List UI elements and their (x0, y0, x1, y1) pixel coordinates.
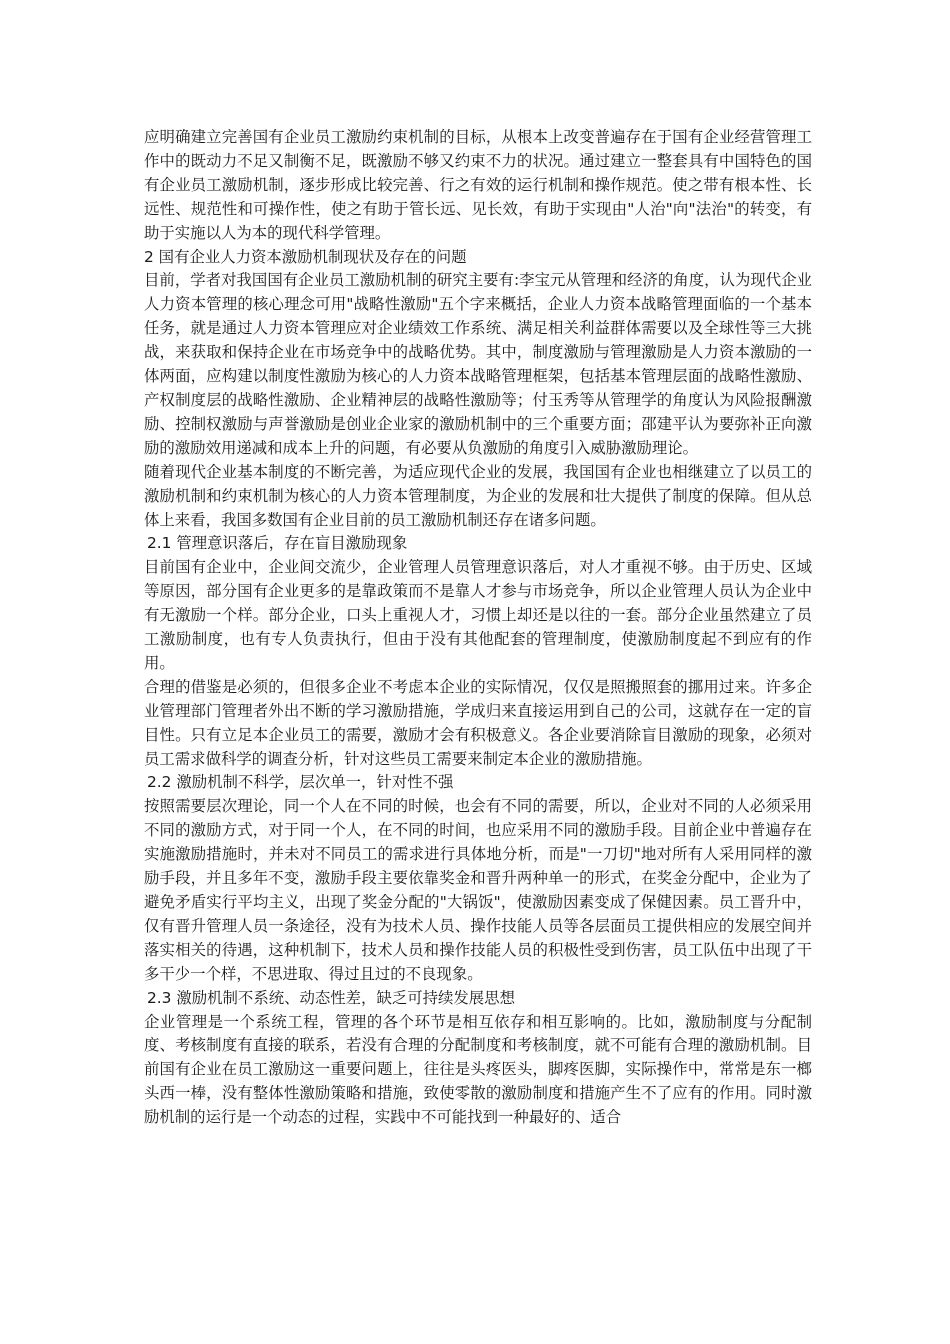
body-paragraph: 随着现代企业基本制度的不断完善，为适应现代企业的发展，我国国有企业也相继建立了以员工的激励机制和约束机制为核心的人力资本管理制度，为企业的发展和壮大提供了制度的保障。但从总体上来看，我国多数国有企业目前的员工激励机制还存在诸多问题。 (144, 462, 812, 529)
body-paragraph: 企业管理是一个系统工程，管理的各个环节是相互依存和相互影响的。比如，激励制度与分配制度、考核制度有直接的联系，若没有合理的分配制度和考核制度，就不可能有合理的激励机制。目前国有企业在员工激励这一重要问题上，往往是头疼医头，脚疼医脚，实际操作中，常常是东一榔头西一棒，没有整体性激励策略和措施，致使零散的激励制度和措施产生不了应有的作用。同时激励机制的运行是一个动态的过程，实践中不可能找到一种最好的、适合 (144, 1012, 812, 1127)
subsection-heading: 2.1 管理意识落后，存在盲目激励现象 (147, 534, 408, 553)
body-paragraph: 应明确建立完善国有企业员工激励约束机制的目标，从根本上改变普遍存在于国有企业经营管理工作中的既动力不足又制衡不足，既激励不够又约束不力的状况。通过建立一整套具有中国特色的国有企业员工激励机制，逐步形成比较完善、行之有效的运行机制和操作规范。使之带有根本性、长远性、规范性和可操作性，使之有助于管长远、见长效，有助于实现由"人治"向"法治"的转变，有助于实施以人为本的现代科学管理。 (144, 128, 812, 242)
document-body (144, 126, 812, 1130)
body-paragraph: 目前国有企业中，企业间交流少，企业管理人员管理意识落后，对人才重视不够。由于历史、区域等原因，部分国有企业更多的是靠政策而不是靠人才参与市场竞争，所以企业管理人员认为企业中有无激励一个样。部分企业，口头上重视人才，习惯上却还是以往的一套。部分企业虽然建立了员工激励制度，也有专人负责执行，但由于没有其他配套的管理制度，使激励制度起不到应有的作用。 (144, 558, 812, 672)
subsection-heading: 2.3 激励机制不系统、动态性差，缺乏可持续发展思想 (147, 988, 515, 1007)
body-paragraph: 合理的借鉴是必须的，但很多企业不考虑本企业的实际情况，仅仅是照搬照套的挪用过来。许多企业管理部门管理者外出不断的学习激励措施，学成归来直接运用到自己的公司，这就存在一定的盲目性。只有立足本企业员工的需要，激励才会有积极意义。各企业要消除盲目激励的现象，必须对员工需求做科学的调查分析，针对这些员工需要来制定本企业的激励措施。 (144, 677, 812, 768)
body-paragraph: 按照需要层次理论，同一个人在不同的时候，也会有不同的需要，所以，企业对不同的人必须采用不同的激励方式，对于同一个人，在不同的时间，也应采用不同的激励手段。目前企业中普遍存在实施激励措施时，并未对不同员工的需求进行具体地分析，而是"一刀切"地对所有人采用同样的激励手段，并且多年不变，激励手段主要依靠奖金和晋升两种单一的形式，在奖金分配中，企业为了避免矛盾实行平均主义，出现了奖金分配的"大锅饭"，使激励因素变成了保健因素。员工晋升中，仅有晋升管理人员一条途径，没有为技术人员、操作技能人员等各层面员工提供相应的发展空间并落实相关的待遇，这种机制下，技术人员和操作技能人员的积极性受到伤害，员工队伍中出现了干多干少一个样，不思进取、得过且过的不良现象。 (144, 797, 812, 983)
subsection-heading: 2.2 激励机制不科学，层次单一，针对性不强 (147, 773, 454, 792)
section-heading: 2 国有企业人力资本激励机制现状及存在的问题 (144, 247, 467, 266)
body-paragraph: 目前，学者对我国国有企业员工激励机制的研究主要有:李宝元从管理和经济的角度，认为现代企业人力资本管理的核心理念可用"战略性激励"五个字来概括，企业人力资本战略管理面临的一个基本任务，就是通过人力资本管理应对企业绩效工作系统、满足相关利益群体需要以及全球性等三大挑战，来获取和保持企业在市场竞争中的战略优势。其中，制度激励与管理激励是人力资本激励的一体两面，应构建以制度性激励为核心的人力资本战略管理框架，包括基本管理层面的战略性激励、产权制度层的战略性激励、企业精神层的战略性激励等；付玉秀等从管理学的角度认为风险报酬激励、控制权激励与声誉激励是创业企业家的激励机制中的三个重要方面；邵建平认为要弥补正向激励的激励效用递减和成本上升的问题，有必要从负激励的角度引入威胁激励理论。 (144, 271, 812, 457)
